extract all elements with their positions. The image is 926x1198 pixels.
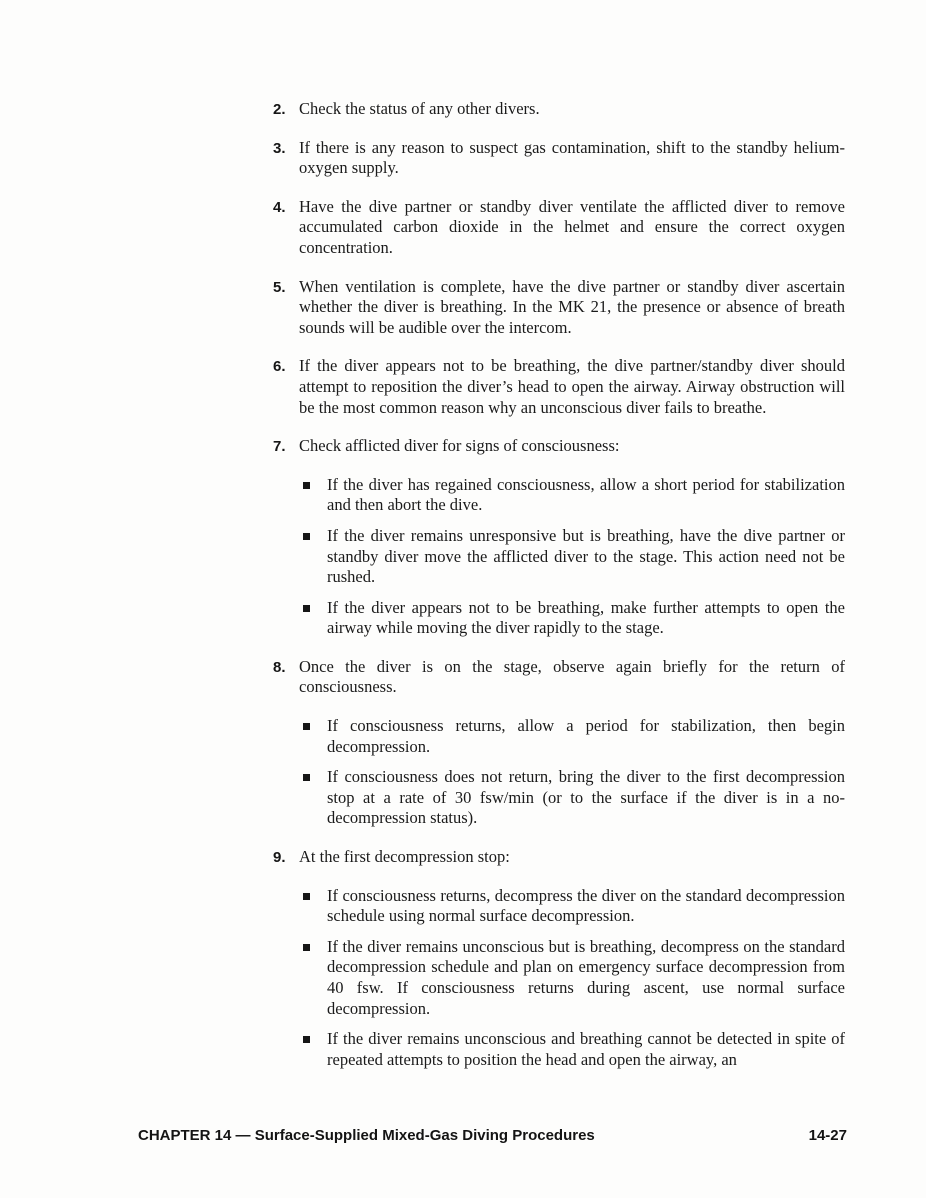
square-bullet-icon <box>303 482 310 489</box>
list-item <box>273 99 845 120</box>
list-item <box>273 436 845 639</box>
square-bullet-icon <box>303 774 310 781</box>
sub-bullet-item <box>299 598 845 639</box>
item-text: At the first decompression stop: <box>299 847 510 867</box>
square-bullet-icon <box>303 723 310 730</box>
item-number: 6. <box>273 358 286 376</box>
item-text: When ventilation is complete, have the dive partner or standby diver ascertain whether the diver is breathing. In the MK 21, the presence or absence of breath sounds will be audible over the intercom. <box>299 276 845 337</box>
square-bullet-icon <box>303 1036 310 1043</box>
list-item <box>273 138 845 179</box>
sub-bullet-item <box>299 716 845 757</box>
list-item <box>273 356 845 418</box>
item-text: If the diver appears not to be breathing, the dive partner/standby diver should attempt to reposition the diver’s head to open the airway. Airway obstruction will be the most common reason why an unconscious diver fails to breathe. <box>299 356 845 417</box>
sub-bullet-list <box>299 716 845 829</box>
item-number: 7. <box>273 438 286 456</box>
list-item <box>273 277 845 339</box>
list-item <box>273 847 845 1070</box>
square-bullet-icon <box>303 533 310 540</box>
item-text: Once the diver is on the stage, observe again briefly for the return of consciousness. <box>299 656 845 697</box>
item-number: 8. <box>273 658 286 676</box>
item-number: 4. <box>273 198 286 216</box>
sub-bullet-item <box>299 767 845 829</box>
item-text: Check the status of any other divers. <box>299 99 540 118</box>
page-footer <box>138 1127 847 1144</box>
sub-bullet-item <box>299 1029 845 1070</box>
footer-chapter-title: CHAPTER 14 — Surface-Supplied Mixed-Gas Diving Procedures <box>138 1127 595 1144</box>
sub-bullet-item <box>299 937 845 1019</box>
sub-bullet-text: If the diver remains unconscious but is breathing, decompress on the standard decompression schedule and plan on emergency surface decompression from 40 fsw. If consciousness returns during ascent, use normal surface decompression. <box>327 936 845 1018</box>
sub-bullet-list <box>299 475 845 639</box>
sub-bullet-text: If the diver remains unconscious and breathing cannot be detected in spite of repeated attempts to position the head and open the airway, an <box>327 1029 845 1069</box>
sub-bullet-text: If consciousness returns, decompress the diver on the standard decompression schedule using normal surface decompression. <box>327 885 845 926</box>
footer-page-number: 14-27 <box>808 1127 847 1144</box>
sub-bullet-text: If consciousness does not return, bring the diver to the first decompression stop at a rate of 30 fsw/min (or to the surface if the diver is in a no-decompression status). <box>327 767 845 828</box>
item-number: 2. <box>273 101 286 118</box>
sub-bullet-item <box>299 475 845 516</box>
square-bullet-icon <box>303 944 310 951</box>
item-text: If there is any reason to suspect gas contamination, shift to the standby helium-oxygen supply. <box>299 137 845 178</box>
item-text: Check afflicted diver for signs of consciousness: <box>299 436 620 456</box>
sub-bullet-text: If consciousness returns, allow a period for stabilization, then begin decompression. <box>327 716 845 756</box>
sub-bullet-item <box>299 886 845 927</box>
item-number: 3. <box>273 139 286 157</box>
square-bullet-icon <box>303 893 310 900</box>
item-text: Have the dive partner or standby diver ventilate the afflicted diver to remove accumulated carbon dioxide in the helmet and ensure the correct oxygen concentration. <box>299 196 845 257</box>
sub-bullet-text: If the diver remains unresponsive but is breathing, have the dive partner or standby diver move the afflicted diver to the stage. This action need not be rushed. <box>327 525 845 587</box>
list-item <box>273 657 845 829</box>
item-number: 5. <box>273 278 286 296</box>
procedure-list <box>273 99 845 1088</box>
square-bullet-icon <box>303 605 310 612</box>
sub-bullet-text: If the diver appears not to be breathing, make further attempts to open the airway while moving the diver rapidly to the stage. <box>327 597 845 638</box>
sub-bullet-list <box>299 886 845 1071</box>
item-number: 9. <box>273 849 286 867</box>
list-item <box>273 197 845 259</box>
sub-bullet-text: If the diver has regained consciousness, allow a short period for stabilization and then abort the dive. <box>327 474 845 515</box>
sub-bullet-item <box>299 526 845 588</box>
